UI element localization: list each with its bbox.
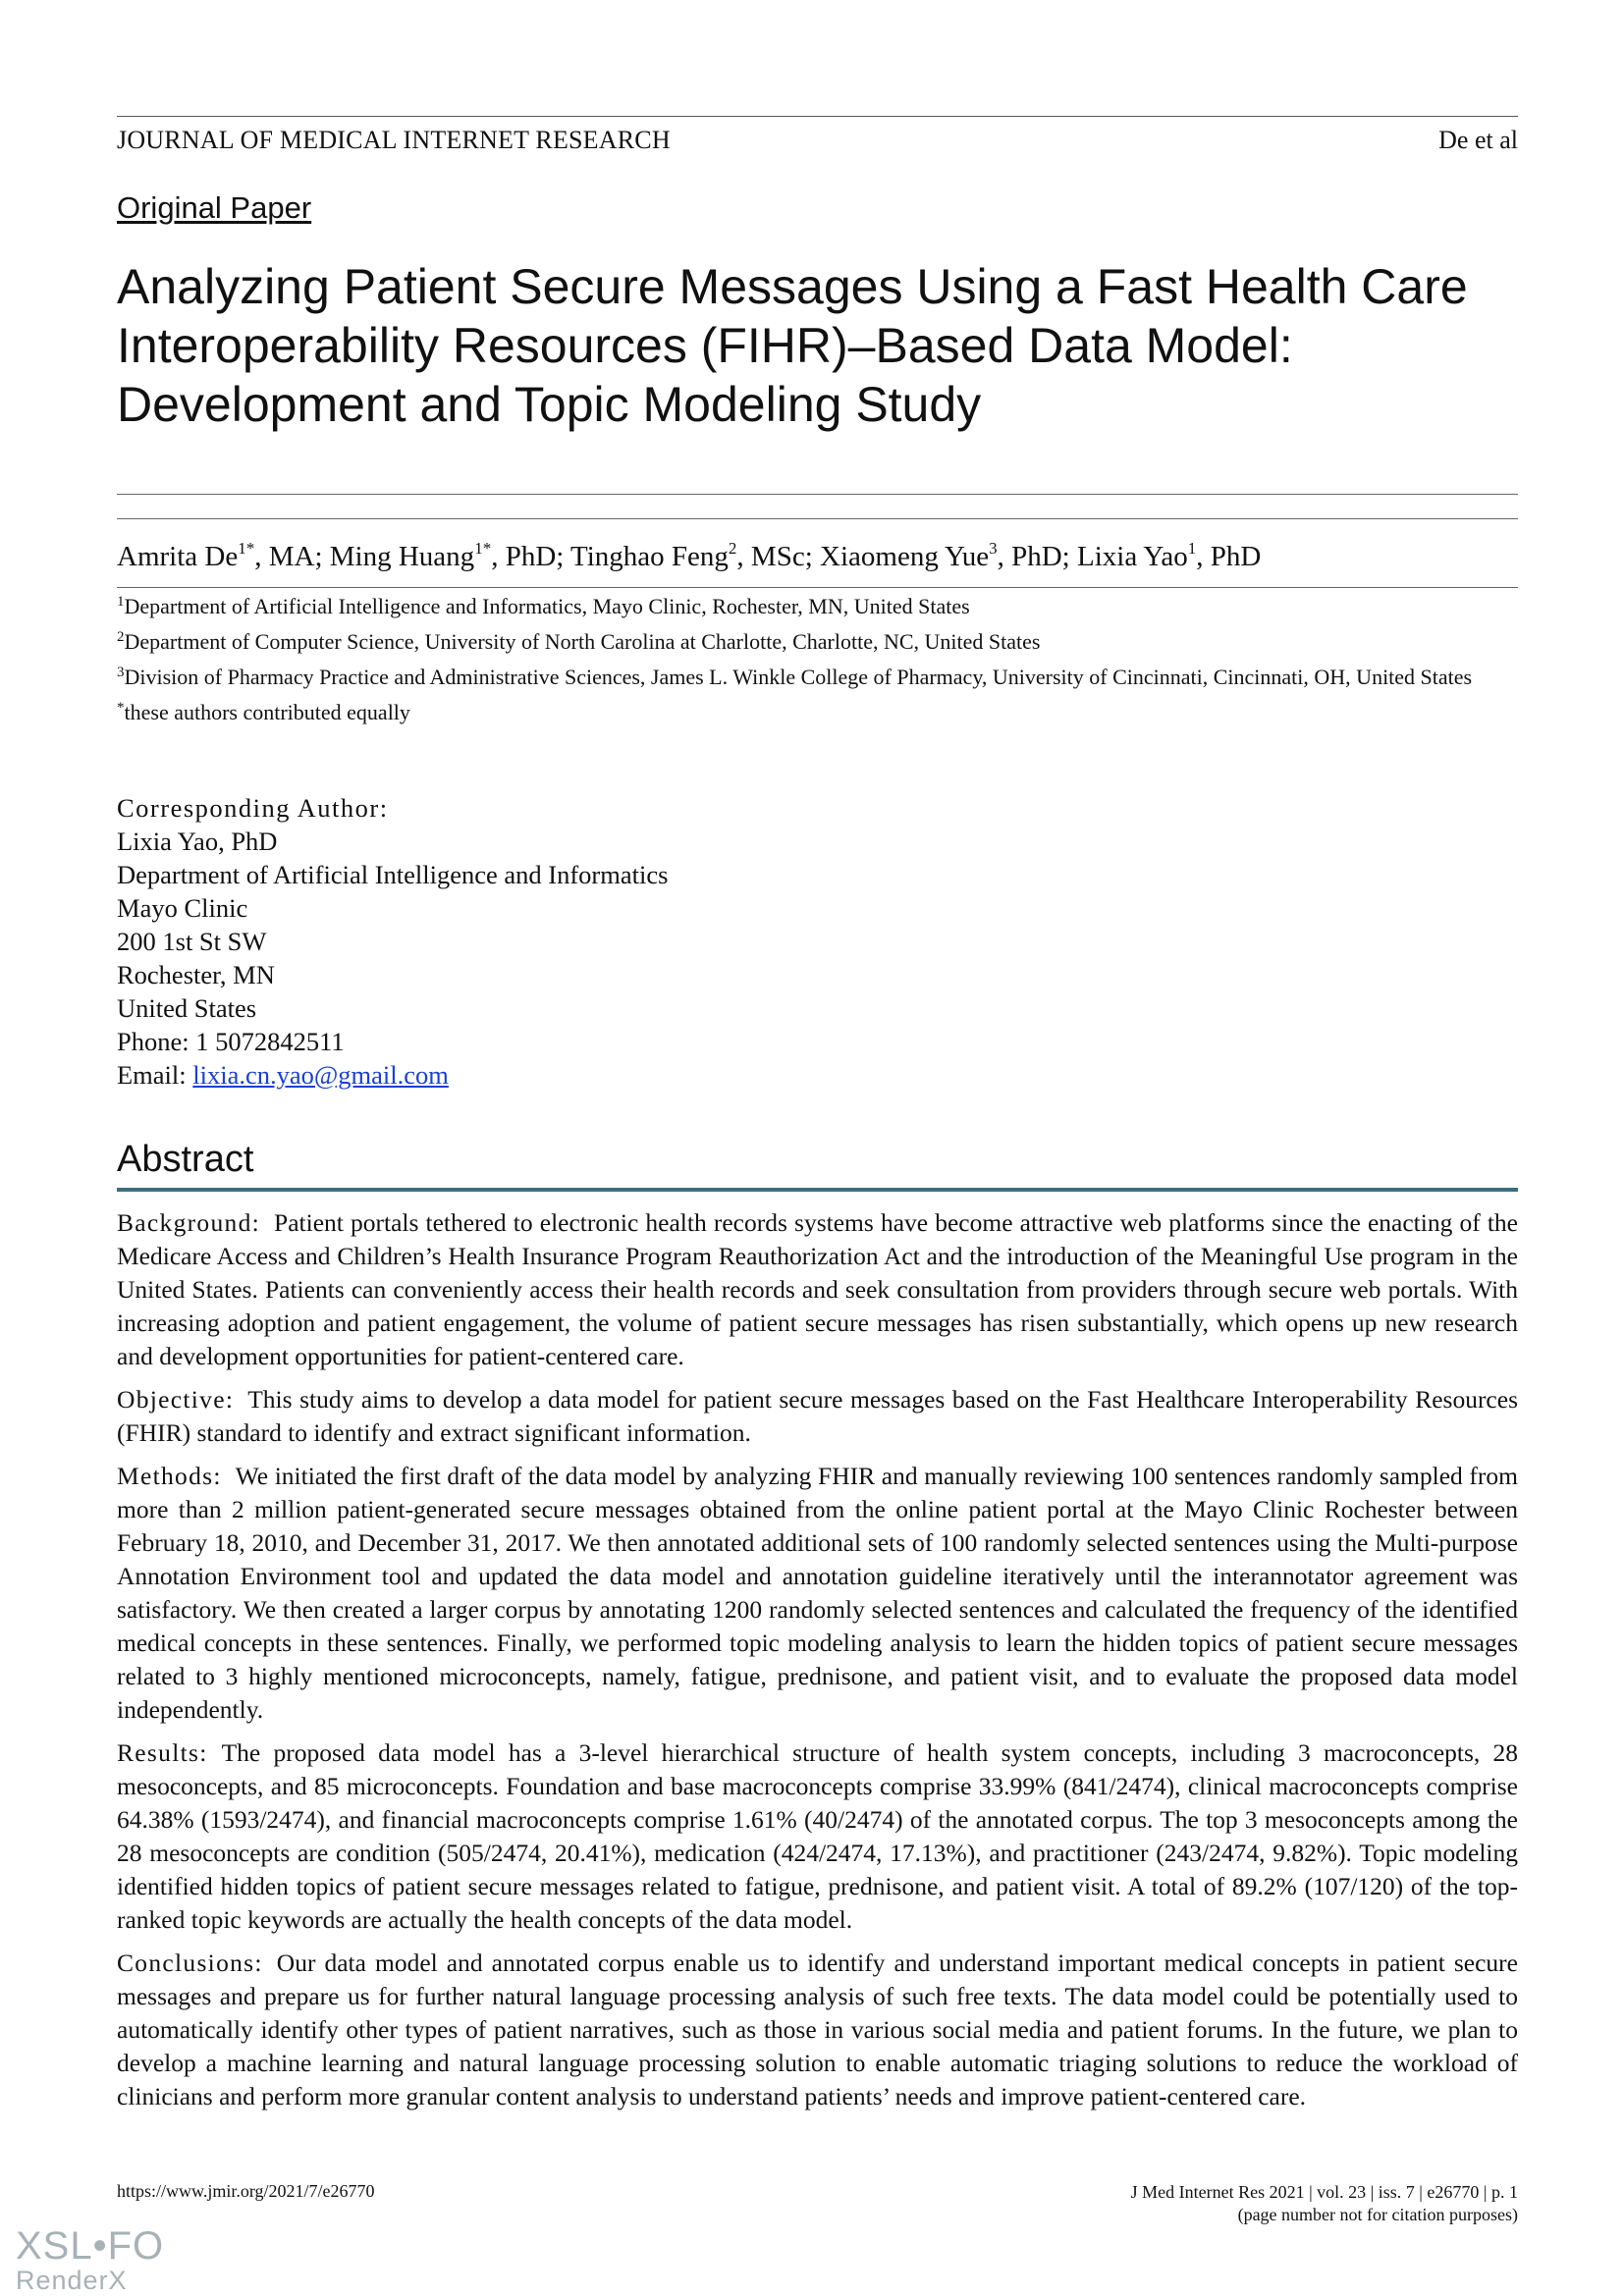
email-link[interactable]: lixia.cn.yao@gmail.com bbox=[192, 1060, 449, 1090]
section-text: Our data model and annotated corpus enable us to identify and understand important medical concepts in patient secure messages and prepare us for further natural language processing analysis of such free texts. The data model could be potentially used to automatically identify other types of patient narratives, such as those in various social media and patient forums. In the future, we plan to develop a machine learning and natural language processing solution to enable automatic triaging solutions to reduce the workload of clinicians and perform more granular content analysis to understand patients’ needs and improve patient-centered care. bbox=[117, 1949, 1518, 2110]
citation-line: J Med Internet Res 2021 | vol. 23 | iss. 7 | e26770 | p. 1 bbox=[1130, 2182, 1518, 2202]
affiliation-list bbox=[117, 592, 1518, 733]
section-text: The proposed data model has a 3-level hierarchical structure of health system concepts, including 3 macroconcepts, 28 mesoconcepts, and 85 microconcepts. Foundation and base macroconcepts comprise 33.99% (841/2474), clinical macroconcepts comprise 64.38% (1593/2474), and financial macroconcepts comprise 1.61% (40/2474) of the annotated corpus. The top 3 mesoconcepts among the 28 mesoconcepts are condition (505/2474, 20.41%), medication (424/2474, 17.13%), and practitioner (243/2474, 9.82%). Topic modeling identified hidden topics of patient secure messages related to fatigue, prednisone, and patient visit. A total of 89.2% (107/120) of the top-ranked topic keywords are actually the health concepts of the data model. bbox=[117, 1738, 1518, 1934]
section-label: Background: bbox=[117, 1208, 261, 1237]
affiliation bbox=[117, 627, 1518, 657]
affiliation-text: these authors contributed equally bbox=[124, 700, 410, 724]
abstract-body bbox=[117, 1206, 1518, 2123]
abstract-methods bbox=[117, 1460, 1518, 1727]
author-list bbox=[117, 541, 1261, 573]
abstract-rule bbox=[117, 1188, 1518, 1192]
logo-line-2: RenderX bbox=[16, 2266, 128, 2295]
author-degree: , MA; bbox=[254, 541, 330, 572]
author-name: Tinghao Feng bbox=[570, 541, 729, 572]
section-label: Conclusions: bbox=[117, 1949, 263, 1977]
journal-name: JOURNAL OF MEDICAL INTERNET RESEARCH bbox=[117, 126, 671, 154]
section-label: Methods: bbox=[117, 1462, 222, 1490]
logo-line-1: XSL•FO bbox=[16, 2224, 165, 2268]
paper-title: Analyzing Patient Secure Messages Using a Fast Health Care Interoperability Resources (FIHR)–Based Data Model: Development and Topic Modeling Study bbox=[117, 259, 1468, 432]
section-label: Objective: bbox=[117, 1385, 235, 1414]
affiliation-marker: * bbox=[117, 700, 125, 716]
abstract-background bbox=[117, 1206, 1518, 1373]
author-affil-marker: 1* bbox=[238, 539, 255, 558]
affiliation-marker: 1 bbox=[117, 594, 125, 610]
affiliation-text: Department of Computer Science, University of North Carolina at Charlotte, Charlotte, NC, United States bbox=[124, 629, 1041, 654]
author-degree: , MSc; bbox=[736, 541, 821, 572]
equal-contribution-note bbox=[117, 698, 1518, 727]
author-degree: , PhD; bbox=[997, 541, 1077, 572]
corresponding-author bbox=[117, 791, 668, 1092]
author-affil-marker: 1 bbox=[1187, 539, 1197, 558]
corresponding-label: Corresponding Author: bbox=[117, 793, 389, 823]
corresponding-department: Department of Artificial Intelligence and Informatics bbox=[117, 860, 669, 889]
title-rule-bottom bbox=[117, 518, 1518, 519]
author-name: Ming Huang bbox=[329, 541, 475, 572]
affiliation bbox=[117, 663, 1518, 692]
renderer-logo bbox=[16, 2226, 164, 2295]
abstract-conclusions bbox=[117, 1947, 1518, 2113]
email-label: Email: bbox=[117, 1060, 193, 1090]
author-name: Amrita De bbox=[117, 541, 239, 572]
title-rule-top bbox=[117, 494, 1518, 495]
abstract-results bbox=[117, 1736, 1518, 1937]
running-header bbox=[117, 116, 1518, 159]
section-label: Results: bbox=[117, 1738, 208, 1767]
author-degree: , PhD; bbox=[491, 541, 571, 572]
affiliation bbox=[117, 592, 1518, 621]
corresponding-email-line bbox=[117, 1058, 668, 1092]
corresponding-street: 200 1st St SW bbox=[117, 927, 267, 956]
authors-rule bbox=[117, 587, 1518, 588]
affiliation-marker: 2 bbox=[117, 629, 125, 645]
running-author: De et al bbox=[1438, 126, 1518, 154]
section-text: Patient portals tethered to electronic health records systems have become attractive web platforms since the enacting of the Medicare Access and Children’s Health Insurance Program Reauthorization Act and the introduction of the Meaningful Use program in the United States. Patients can conveniently access their health records and seek consultation from providers through secure web portals. With increasing adoption and patient engagement, the volume of patient secure messages has risen substantially, which opens up new research and development opportunities for patient-centered care. bbox=[117, 1208, 1518, 1370]
author-name: Lixia Yao bbox=[1076, 541, 1188, 572]
footer-url[interactable]: https://www.jmir.org/2021/7/e26770 bbox=[117, 2181, 375, 2201]
footer-citation bbox=[1131, 2181, 1518, 2226]
article-type: Original Paper bbox=[117, 190, 312, 225]
author-degree: , PhD bbox=[1196, 541, 1262, 572]
corresponding-phone: Phone: 1 5072842511 bbox=[117, 1027, 345, 1056]
author-affil-marker: 1* bbox=[474, 539, 492, 558]
corresponding-name: Lixia Yao, PhD bbox=[117, 827, 278, 856]
corresponding-city: Rochester, MN bbox=[117, 960, 275, 989]
section-text: This study aims to develop a data model for patient secure messages based on the Fast Healthcare Interoperability Resources (FHIR) standard to identify and extract significant information. bbox=[117, 1385, 1518, 1447]
abstract-heading: Abstract bbox=[117, 1139, 254, 1180]
corresponding-country: United States bbox=[117, 993, 257, 1023]
affiliation-text: Department of Artificial Intelligence and Informatics, Mayo Clinic, Rochester, MN, United States bbox=[124, 594, 970, 618]
author-name: Xiaomeng Yue bbox=[820, 541, 990, 572]
corresponding-institution: Mayo Clinic bbox=[117, 893, 248, 923]
page-note: (page number not for citation purposes) bbox=[1237, 2205, 1518, 2224]
section-text: We initiated the first draft of the data model by analyzing FHIR and manually reviewing 100 sentences randomly sampled from more than 2 million patient-generated secure messages obtained from the online patient portal at the Mayo Clinic Rochester between February 18, 2010, and December 31, 2017. We then annotated additional sets of 100 randomly selected sentences using the Multi-purpose Annotation Environment tool and updated the data model and annotation guideline iteratively until the interannotator agreement was satisfactory. We then created a larger corpus by annotating 1200 randomly selected sentences and calculated the frequency of the identified medical concepts in these sentences. Finally, we performed topic modeling analysis to learn the hidden topics of patient secure messages related to 3 highly mentioned microconcepts, namely, fatigue, prednisone, and patient visit, and to evaluate the proposed data model independently. bbox=[117, 1462, 1518, 1724]
author-affil-marker: 2 bbox=[728, 539, 737, 558]
abstract-objective bbox=[117, 1383, 1518, 1450]
affiliation-marker: 3 bbox=[117, 665, 125, 680]
affiliation-text: Division of Pharmacy Practice and Administrative Sciences, James L. Winkle College of Pharmacy, University of Cincinnati, Cincinnati, OH, United States bbox=[124, 665, 1473, 689]
author-affil-marker: 3 bbox=[989, 539, 998, 558]
